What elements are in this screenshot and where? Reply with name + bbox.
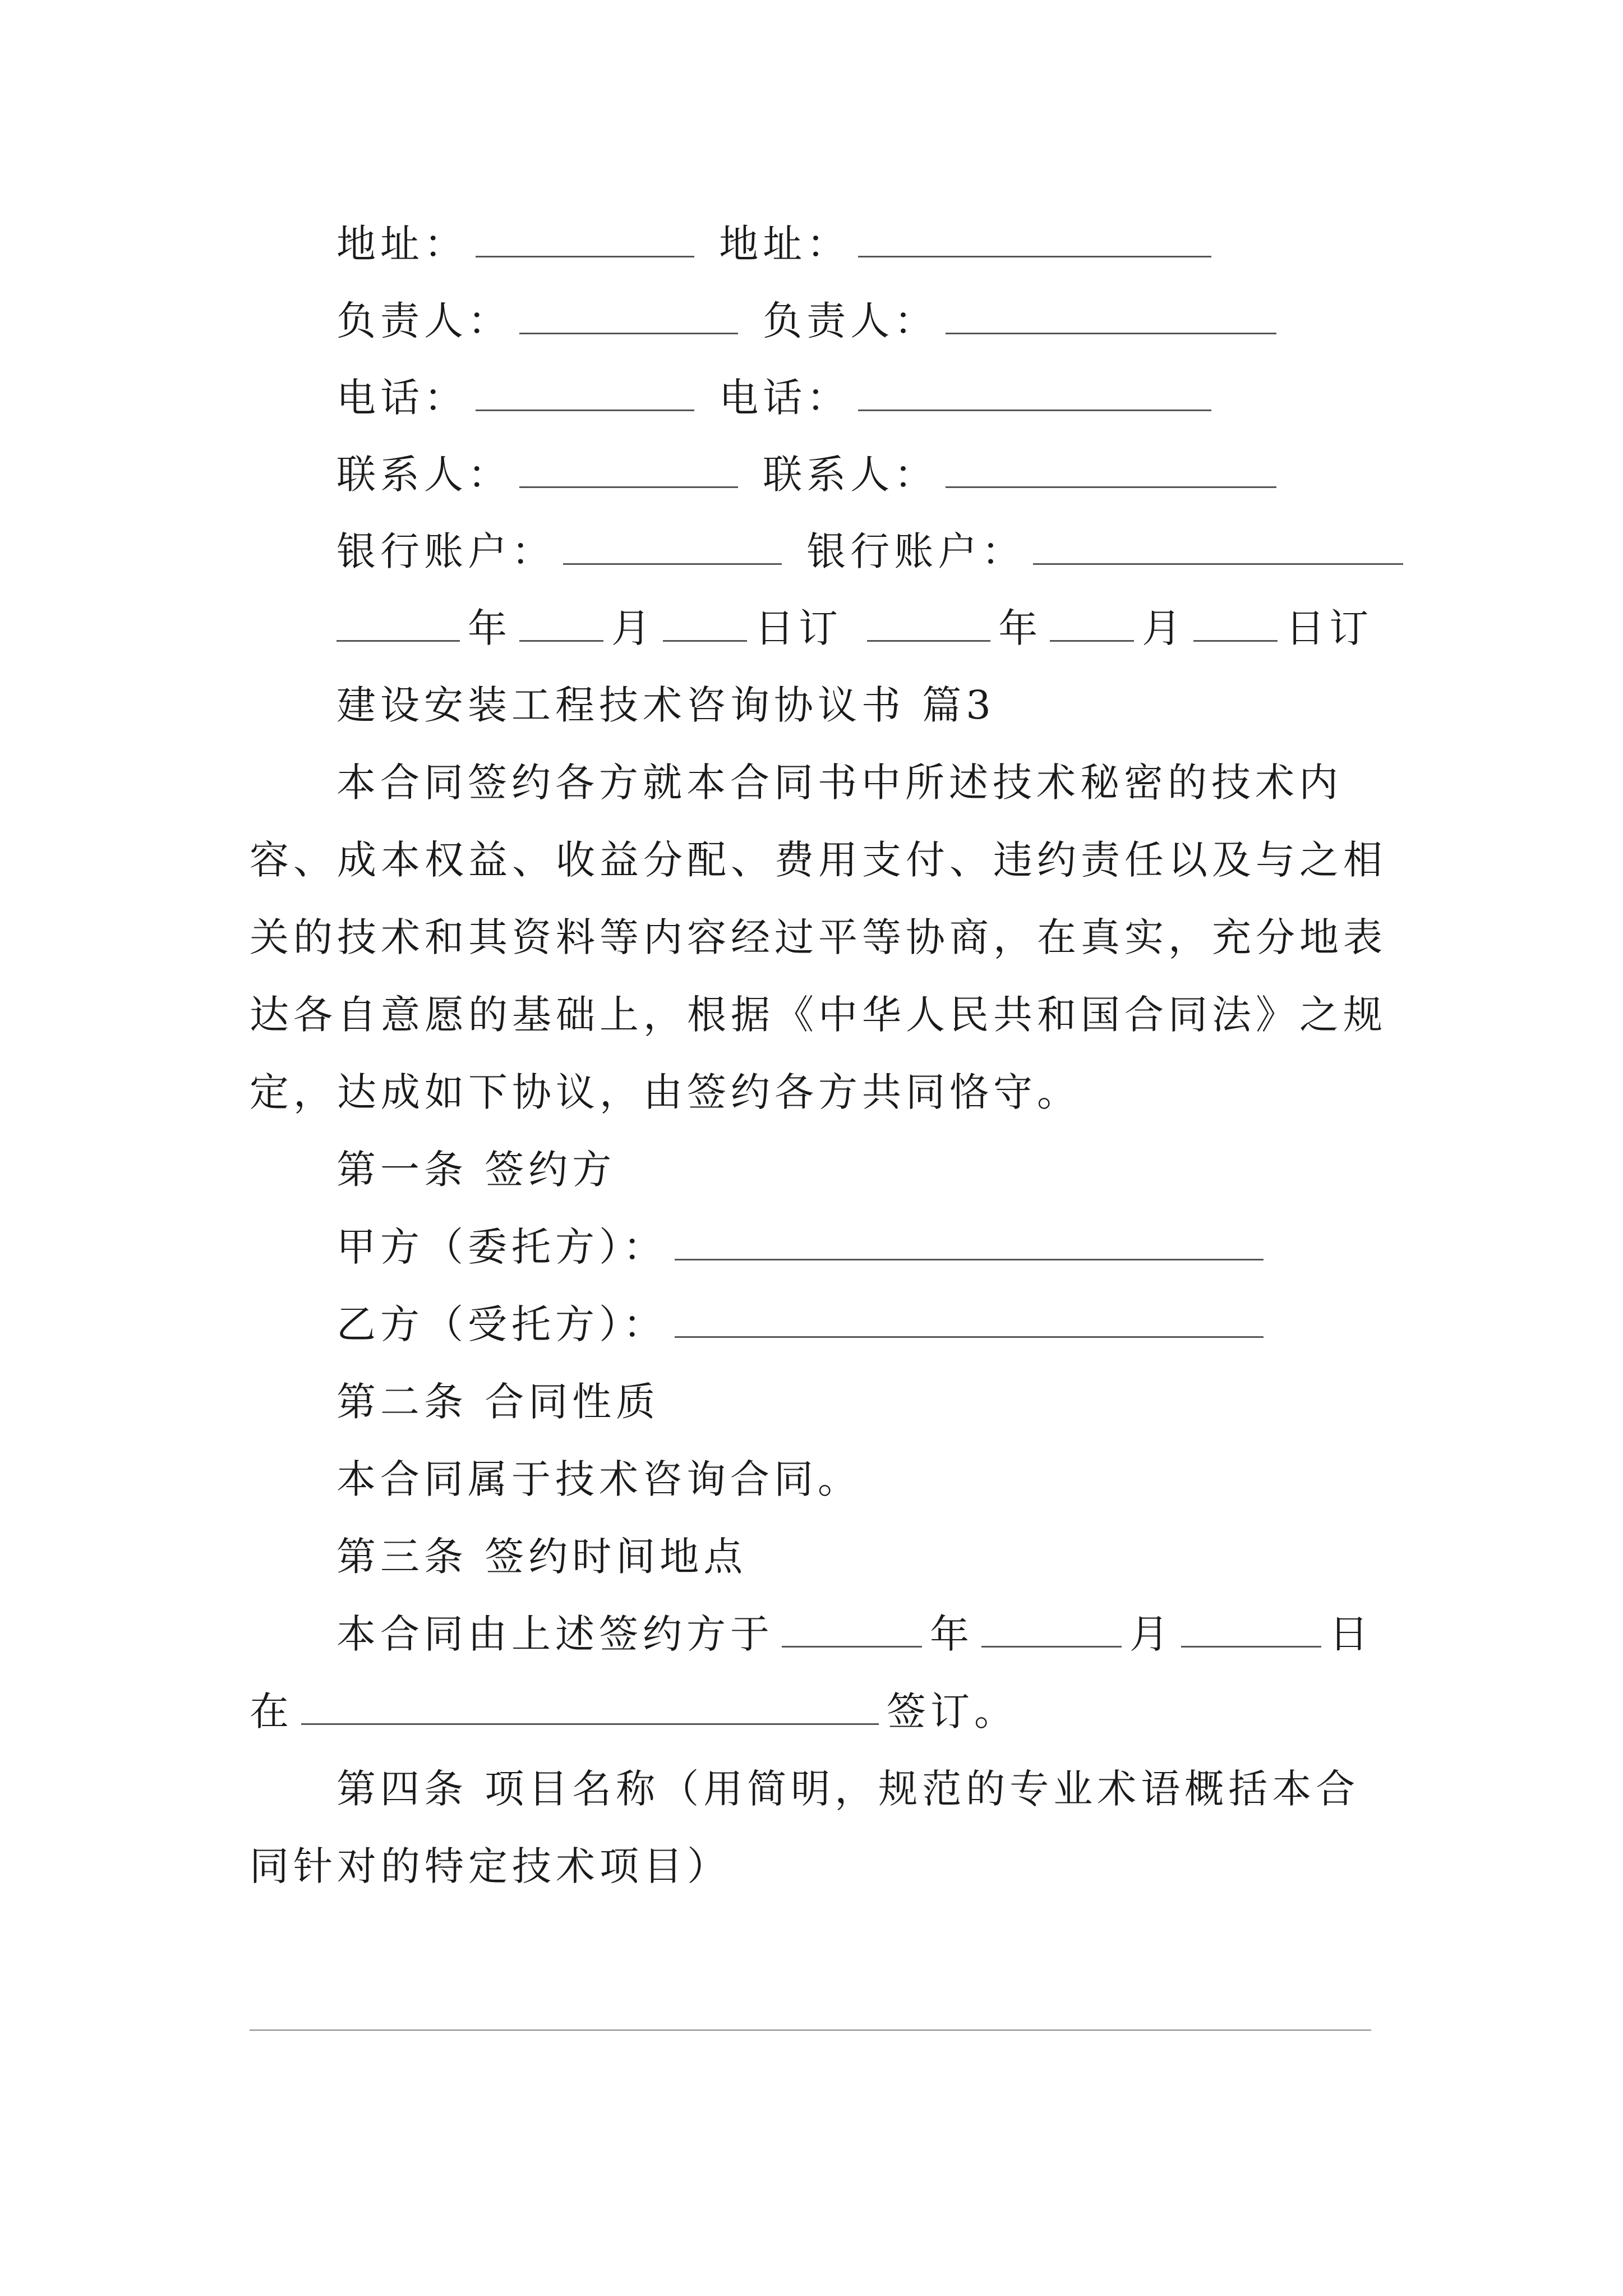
intro-line-4: 达各自意愿的基础上，根据《中华人民共和国合同法》之规 xyxy=(250,992,1387,1038)
article3-year-blank xyxy=(782,1640,922,1648)
article3-day-blank xyxy=(1181,1640,1321,1648)
article2-text: 本合同属于技术咨询合同。 xyxy=(336,1456,861,1502)
party-a-row xyxy=(0,1224,1271,1270)
address-label-a: 地址： xyxy=(336,221,468,267)
intro-line-1: 本合同签约各方就本合同书中所述技术秘密的技术内 xyxy=(336,760,1343,806)
article3-line-1 xyxy=(0,1611,1373,1657)
article3-day: 日 xyxy=(1329,1611,1373,1657)
article2-title: 第二条 合同性质 xyxy=(336,1379,660,1425)
month-blank-a xyxy=(519,634,603,642)
day-blank-b xyxy=(1193,634,1278,642)
intro-line-3: 关的技术和其资料等内容经过平等协商，在真实，充分地表 xyxy=(250,914,1387,960)
bank-row xyxy=(0,528,1411,574)
year-label-b: 年 xyxy=(998,605,1043,651)
month-blank-b xyxy=(1050,634,1134,642)
responsible-label-a: 负责人： xyxy=(336,298,511,344)
phone-blank-b xyxy=(858,404,1211,411)
phone-row xyxy=(0,375,1219,421)
month-label-b: 月 xyxy=(1142,605,1186,651)
contact-blank-b xyxy=(946,481,1276,488)
phone-label-a: 电话： xyxy=(336,375,468,421)
article3-at: 在 xyxy=(250,1688,293,1734)
party-b-row xyxy=(0,1301,1271,1347)
contact-label-a: 联系人： xyxy=(336,452,511,498)
responsible-row xyxy=(0,298,1284,344)
responsible-blank-b xyxy=(946,327,1276,334)
intro-line-2: 容、成本权益、收益分配、费用支付、违约责任以及与之相 xyxy=(250,837,1387,883)
article3-month: 月 xyxy=(1129,1611,1173,1657)
contact-label-b: 联系人： xyxy=(763,452,938,498)
day-blank-a xyxy=(663,634,747,642)
responsible-label-b: 负责人： xyxy=(763,298,938,344)
year-blank-a xyxy=(336,634,460,642)
address-blank-a xyxy=(476,250,694,257)
party-b-blank xyxy=(675,1331,1264,1338)
contact-blank-a xyxy=(519,481,738,488)
article3-signed: 签订。 xyxy=(887,1688,1018,1734)
party-a-blank xyxy=(675,1253,1264,1260)
party-b-label: 乙方（受托方）： xyxy=(336,1301,667,1347)
year-label-a: 年 xyxy=(468,605,511,651)
article3-title: 第三条 签约时间地点 xyxy=(336,1534,748,1580)
article4-line-2: 同针对的特定技术项目） xyxy=(250,1843,731,1889)
bank-label-b: 银行账户： xyxy=(806,528,1026,574)
address-label-b: 地址： xyxy=(719,221,851,267)
section-heading: 建设安装工程技术咨询协议书 篇3 xyxy=(336,682,995,728)
phone-blank-a xyxy=(476,404,694,411)
footer-divider xyxy=(250,2030,1371,2031)
address-blank-b xyxy=(858,250,1211,257)
day-label-b: 日订 xyxy=(1285,605,1373,651)
address-row xyxy=(0,221,1219,267)
bank-blank-a xyxy=(563,558,782,565)
article3-year: 年 xyxy=(930,1611,974,1657)
responsible-blank-a xyxy=(519,327,738,334)
bank-label-a: 银行账户： xyxy=(336,528,555,574)
article3-text-start: 本合同由上述签约方于 xyxy=(336,1611,774,1657)
party-a-label: 甲方（委托方）： xyxy=(336,1224,667,1270)
contact-row xyxy=(0,452,1284,498)
intro-line-5: 定，达成如下协议，由签约各方共同恪守。 xyxy=(250,1069,1081,1115)
article4-line-1: 第四条 项目名称（用简明，规范的专业术语概括本合 xyxy=(336,1766,1360,1812)
article1-title: 第一条 签约方 xyxy=(336,1147,616,1193)
day-label-a: 日订 xyxy=(755,605,842,651)
date-row xyxy=(0,605,1373,651)
article3-place-blank xyxy=(301,1718,879,1725)
article3-line-2 xyxy=(0,1688,1018,1734)
article3-month-blank xyxy=(981,1640,1122,1648)
bank-blank-b xyxy=(1033,558,1403,565)
year-blank-b xyxy=(867,634,990,642)
month-label-a: 月 xyxy=(611,605,655,651)
phone-label-b: 电话： xyxy=(719,375,851,421)
